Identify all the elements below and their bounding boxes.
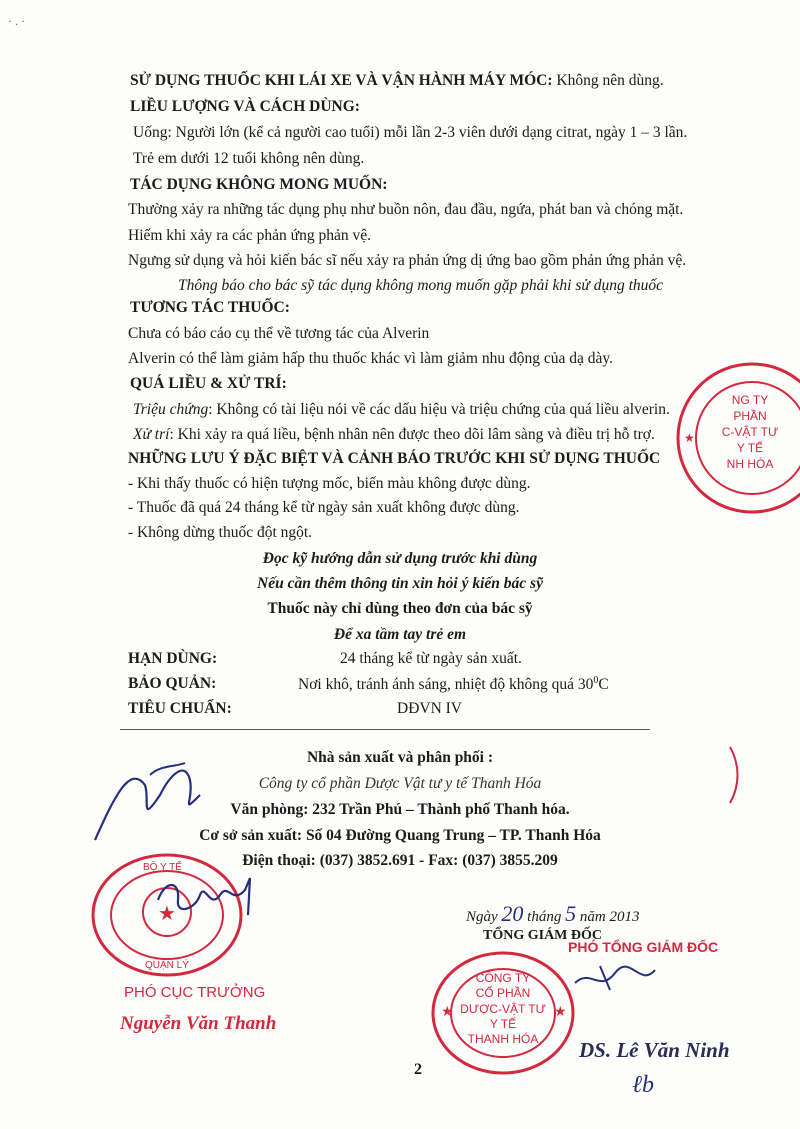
stamp-bottom-line: Y TẾ — [489, 1017, 517, 1031]
interactions-line: Alverin có thể làm giảm hấp thu thuốc khác vì làm giảm nhu động của dạ dày. — [128, 350, 613, 367]
page-number: 2 — [414, 1061, 422, 1078]
manufacturer-office: Văn phòng: 232 Trần Phú – Thành phố Thanh hóa. — [230, 801, 570, 818]
stamp-star-icon: ★ — [441, 1005, 454, 1020]
advisory-prescription-only: Thuốc này chỉ dùng theo đơn của bác sỹ — [267, 600, 533, 617]
dosage-line: Uống: Người lớn (kể cả người cao tuổi) mỗi lần 2-3 viên dưới dạng citrat, ngày 1 – 3 lần. — [133, 124, 688, 141]
driving-text: Không nên dùng. — [556, 72, 664, 89]
upper-left-signature — [90, 755, 230, 845]
deputy-head-title: PHÓ CỤC TRƯỞNG — [124, 984, 266, 1001]
stamp-bottom-line: CỔ PHẦN — [475, 986, 531, 1000]
symptoms-label: Triệu chứng — [133, 401, 209, 418]
scan-marks: ·.· — [8, 14, 28, 28]
manufacturer-factory: Cơ sở sản xuất: Số 04 Đường Quang Trung – TP. Thanh Hóa — [199, 827, 601, 844]
warning-item: - Không dừng thuốc đột ngột. — [128, 524, 313, 541]
stamp-top-line: C-VẬT TƯ — [721, 425, 779, 439]
stamp-top-line: NG TY — [731, 393, 769, 407]
manufacturer-phone: Điện thoại: (037) 3852.691 - Fax: (037) 3855.209 — [242, 852, 558, 869]
stamp-top-line: NH HÓA — [726, 457, 774, 471]
side-effects-line: Ngưng sử dụng và hỏi kiến bác sĩ nếu xảy ra phản ứng dị ứng bao gồm phản ứng phản vệ. — [128, 252, 687, 269]
stamp-top-line: PHẦN — [733, 409, 767, 423]
manufacturer-company: Công ty cổ phần Dược Vật tư y tế Thanh Hóa — [258, 775, 542, 792]
director-signature — [570, 958, 660, 998]
date-prefix: Ngày — [466, 909, 498, 925]
driving-heading: SỬ DỤNG THUỐC KHI LÁI XE VÀ VẬN HÀNH MÁY MÓC: — [130, 72, 553, 89]
side-effects-note: Thông báo cho bác sỹ tác dụng không mong muốn gặp phải khi sử dụng thuốc — [178, 277, 664, 294]
shelf-life-label: HẠN DÙNG: — [128, 650, 218, 667]
stamp-top-line: Y TẾ — [736, 441, 764, 455]
driving-section — [130, 73, 664, 89]
side-effects-line: Hiếm khi xảy ra các phản ứng phản vệ. — [128, 227, 371, 244]
dosage-heading: LIỀU LƯỢNG VÀ CÁCH DÙNG: — [130, 98, 360, 115]
deputy-director-title: PHÓ TỔNG GIÁM ĐỐC — [568, 939, 719, 955]
ministry-stamp-bottom-text: QUẬN LÝ — [145, 960, 189, 971]
warning-item: - Thuốc đã quá 24 tháng kể từ ngày sản xuất không được dùng. — [128, 499, 520, 516]
side-effects-line: Thường xảy ra những tác dụng phụ như buồn nôn, đau đầu, ngứa, phát ban và chóng mặt. — [128, 201, 684, 218]
interactions-heading: TƯƠNG TÁC THUỐC: — [130, 299, 290, 316]
storage-unit: C — [598, 676, 609, 694]
storage-degree: 0 — [593, 675, 599, 686]
dosage-line: Trẻ em dưới 12 tuổi không nên dùng. — [133, 150, 365, 167]
stamp-star-icon: ★ — [684, 431, 695, 445]
overdose-treatment — [133, 427, 655, 443]
general-director-title: TỔNG GIÁM ĐỐC — [483, 928, 602, 943]
lower-left-signature — [150, 870, 260, 930]
overdose-heading: QUÁ LIỀU & XỬ TRÍ: — [130, 375, 287, 392]
divider — [120, 729, 650, 730]
ministry-stamp-top-text: BỘ Y TẾ — [143, 862, 182, 873]
warnings-heading: NHỮNG LƯU Ý ĐẶC BIỆT VÀ CẢNH BÁO TRƯỚC KHI SỬ DỤNG THUỐC — [128, 450, 661, 467]
director-name: DS. Lê Văn Ninh — [579, 1038, 730, 1062]
symptoms-text: : Không có tài liệu nói về các dấu hiệu và triệu chứng của quá liều alverin. — [208, 401, 670, 418]
storage-text: Nơi khô, tránh ánh sáng, nhiệt độ không quá 30 — [298, 676, 594, 694]
red-edge-mark — [726, 745, 746, 805]
date-year: 2013 — [609, 909, 640, 925]
date-day: 20 — [501, 901, 524, 926]
date-month: 5 — [565, 901, 577, 926]
warning-item: - Khi thấy thuốc có hiện tượng mốc, biến màu không được dùng. — [128, 475, 531, 492]
advisory-keep-away-children: Để xa tầm tay trẻ em — [333, 626, 467, 643]
standard-value: DĐVN IV — [397, 700, 463, 717]
advisory-ask-doctor: Nếu cần thêm thông tin xin hỏi ý kiến bác sỹ — [257, 575, 543, 592]
treatment-label: Xử trí — [133, 426, 170, 443]
signing-date — [466, 903, 639, 925]
shelf-life-value: 24 tháng kể từ ngày sản xuất. — [340, 650, 522, 667]
storage-label: BẢO QUẢN: — [128, 675, 217, 692]
standard-label: TIÊU CHUẨN: — [128, 700, 232, 717]
interactions-line: Chưa có báo cáo cụ thể về tương tác của Alverin — [128, 325, 430, 342]
date-year-word: năm — [579, 909, 606, 925]
stamp-bottom-line: DƯỢC-VẬT TƯ — [460, 1002, 546, 1016]
stamp-star-icon: ★ — [554, 1005, 567, 1020]
deputy-head-name: Nguyễn Văn Thanh — [120, 1013, 277, 1034]
side-effects-heading: TÁC DỤNG KHÔNG MONG MUỐN: — [130, 176, 388, 193]
overdose-symptoms — [133, 402, 670, 418]
stamp-bottom-line: CÔNG TY — [475, 971, 531, 985]
company-stamp-top — [672, 358, 800, 518]
treatment-text: : Khi xảy ra quá liều, bệnh nhân nên được theo dõi lâm sàng và điều trị hỗ trợ. — [169, 426, 655, 443]
manufacturer-heading: Nhà sản xuất và phân phối : — [306, 749, 494, 766]
storage-value — [298, 676, 609, 693]
advisory-read-instructions: Đọc kỹ hướng dẫn sử dụng trước khi dùng — [262, 550, 538, 567]
emblem-star-icon: ★ — [158, 903, 176, 925]
company-stamp-bottom — [428, 948, 578, 1078]
stamp-bottom-line: THANH HÓA — [467, 1032, 539, 1046]
date-month-word: tháng — [527, 909, 562, 925]
initials-mark: ℓb — [632, 1072, 654, 1098]
